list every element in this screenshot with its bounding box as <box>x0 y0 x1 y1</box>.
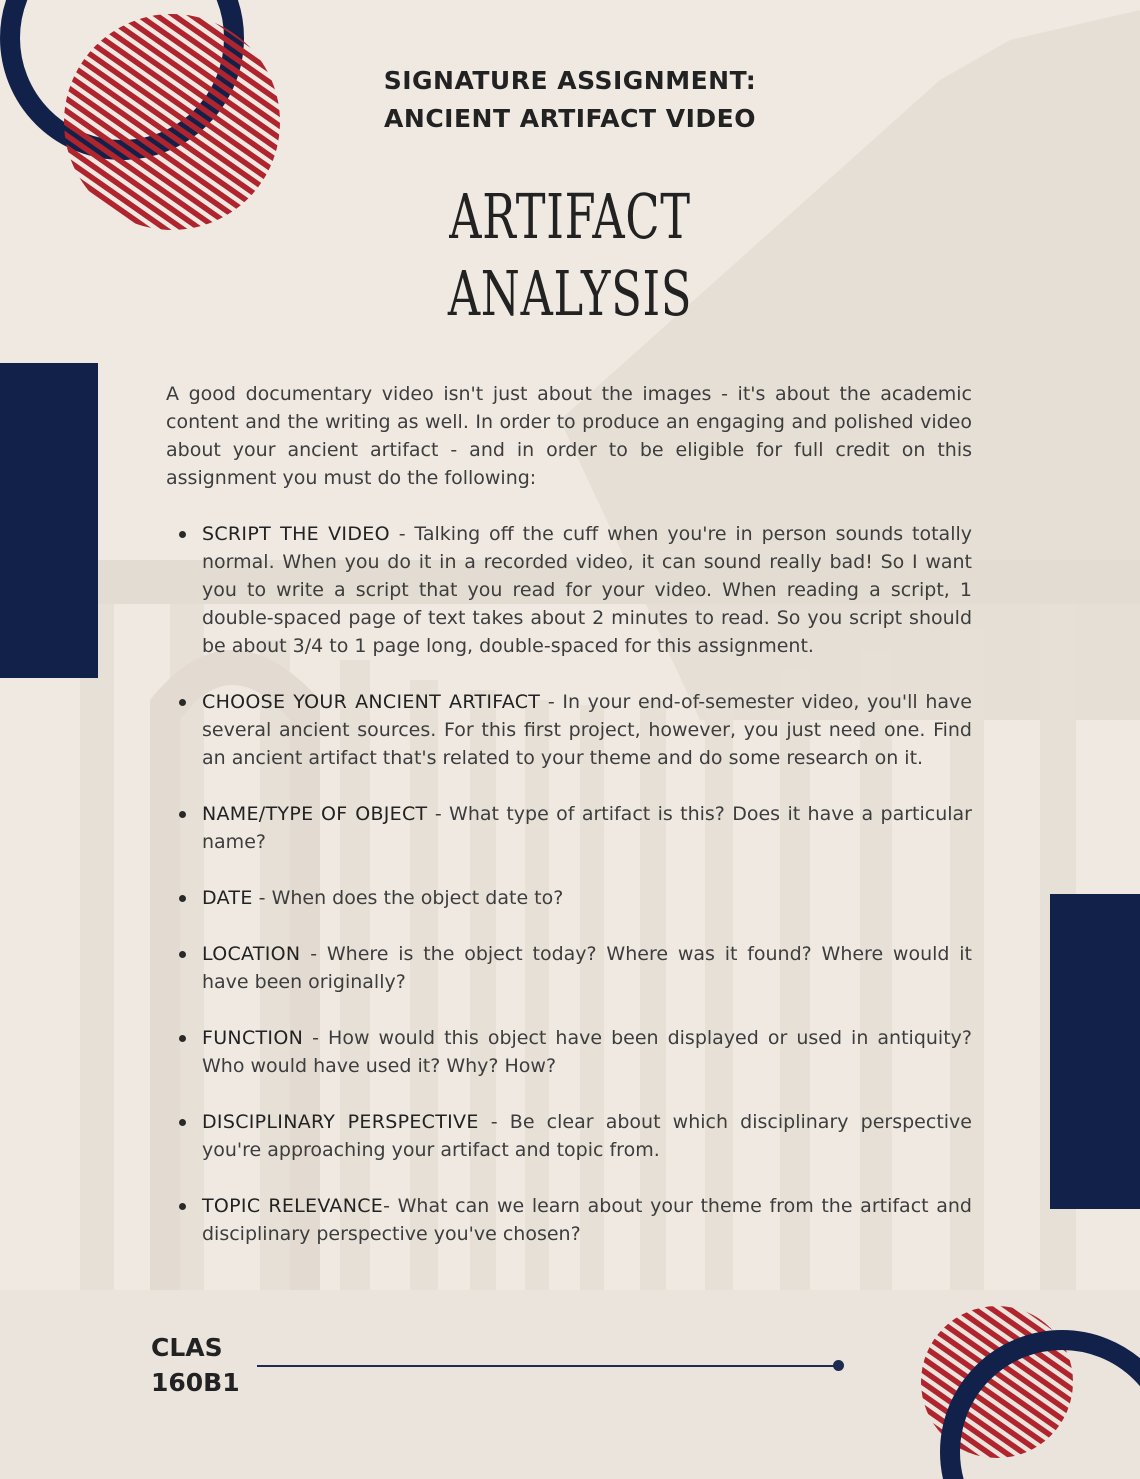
requirements-list <box>166 520 972 1248</box>
left-navy-bar <box>0 363 98 678</box>
requirement-text: - Be clear about which disciplinary perspective you're approaching your artifact and topic from. <box>202 1111 972 1161</box>
requirement-text: - What type of artifact is this? Does it have a particular name? <box>202 803 972 853</box>
page-title <box>160 178 981 332</box>
requirement-label: NAME/TYPE OF OBJECT <box>202 803 428 825</box>
requirement-label: TOPIC RELEVANCE <box>202 1195 384 1217</box>
requirement-label: DATE <box>202 887 253 909</box>
requirement-text: - How would this object have been displayed or used in antiquity? Who would have used it? Why? How? <box>202 1027 972 1077</box>
bottom-right-striped-circle-decoration <box>900 1290 1140 1479</box>
title-line-1: ARTIFACT <box>449 180 691 253</box>
requirement-item <box>166 800 972 856</box>
footer-divider-dot <box>833 1360 844 1371</box>
requirement-item <box>166 884 972 912</box>
intro-paragraph: A good documentary video isn't just about the images - it's about the academic content and the writing as well. In order to produce an engaging and polished video about your ancient artifact - and in order to be eligible for full credit on this assignment you must do the following: <box>166 383 972 489</box>
course-code-line-1: CLAS <box>151 1333 223 1362</box>
footer-divider-line <box>257 1365 835 1367</box>
assignment-header <box>0 62 1140 138</box>
requirement-text: - In your end-of-semester video, you'll have several ancient sources. For this first project, however, you just need one. Find an ancient artifact that's related to your theme and do some research on it. <box>202 691 972 769</box>
requirement-text: - What can we learn about your theme from the artifact and disciplinary perspective you've chosen? <box>202 1195 972 1245</box>
requirement-text: - Where is the object today? Where was it found? Where would it have been originally? <box>202 943 972 993</box>
requirement-label: LOCATION <box>202 943 301 965</box>
requirement-item <box>166 688 972 772</box>
requirement-item <box>166 520 972 660</box>
requirement-item <box>166 1192 972 1248</box>
requirement-item <box>166 1108 972 1164</box>
requirement-label: SCRIPT THE VIDEO <box>202 523 390 545</box>
requirement-item <box>166 1024 972 1080</box>
assignment-content <box>166 380 972 1276</box>
requirement-label: CHOOSE YOUR ANCIENT ARTIFACT <box>202 691 541 713</box>
course-code <box>151 1330 240 1400</box>
requirement-text: - Talking off the cuff when you're in person sounds totally normal. When you do it in a recorded video, it can sound really bad! So I want you to write a script that you read for your video. When reading a script, 1 double-spaced page of text takes about 2 minutes to read. So you script should be about 3/4 to 1 page long, double-spaced for this assignment. <box>202 523 972 657</box>
requirement-label: FUNCTION <box>202 1027 304 1049</box>
course-code-line-2: 160B1 <box>151 1368 240 1397</box>
header-line-1: SIGNATURE ASSIGNMENT: <box>383 66 757 95</box>
title-line-2: ANALYSIS <box>447 257 693 330</box>
requirement-item <box>166 940 972 996</box>
requirement-text: - When does the object date to? <box>252 887 564 909</box>
right-navy-bar <box>1050 894 1140 1209</box>
requirement-label: DISCIPLINARY PERSPECTIVE <box>202 1111 479 1133</box>
header-line-2: ANCIENT ARTIFACT VIDEO <box>384 104 756 133</box>
